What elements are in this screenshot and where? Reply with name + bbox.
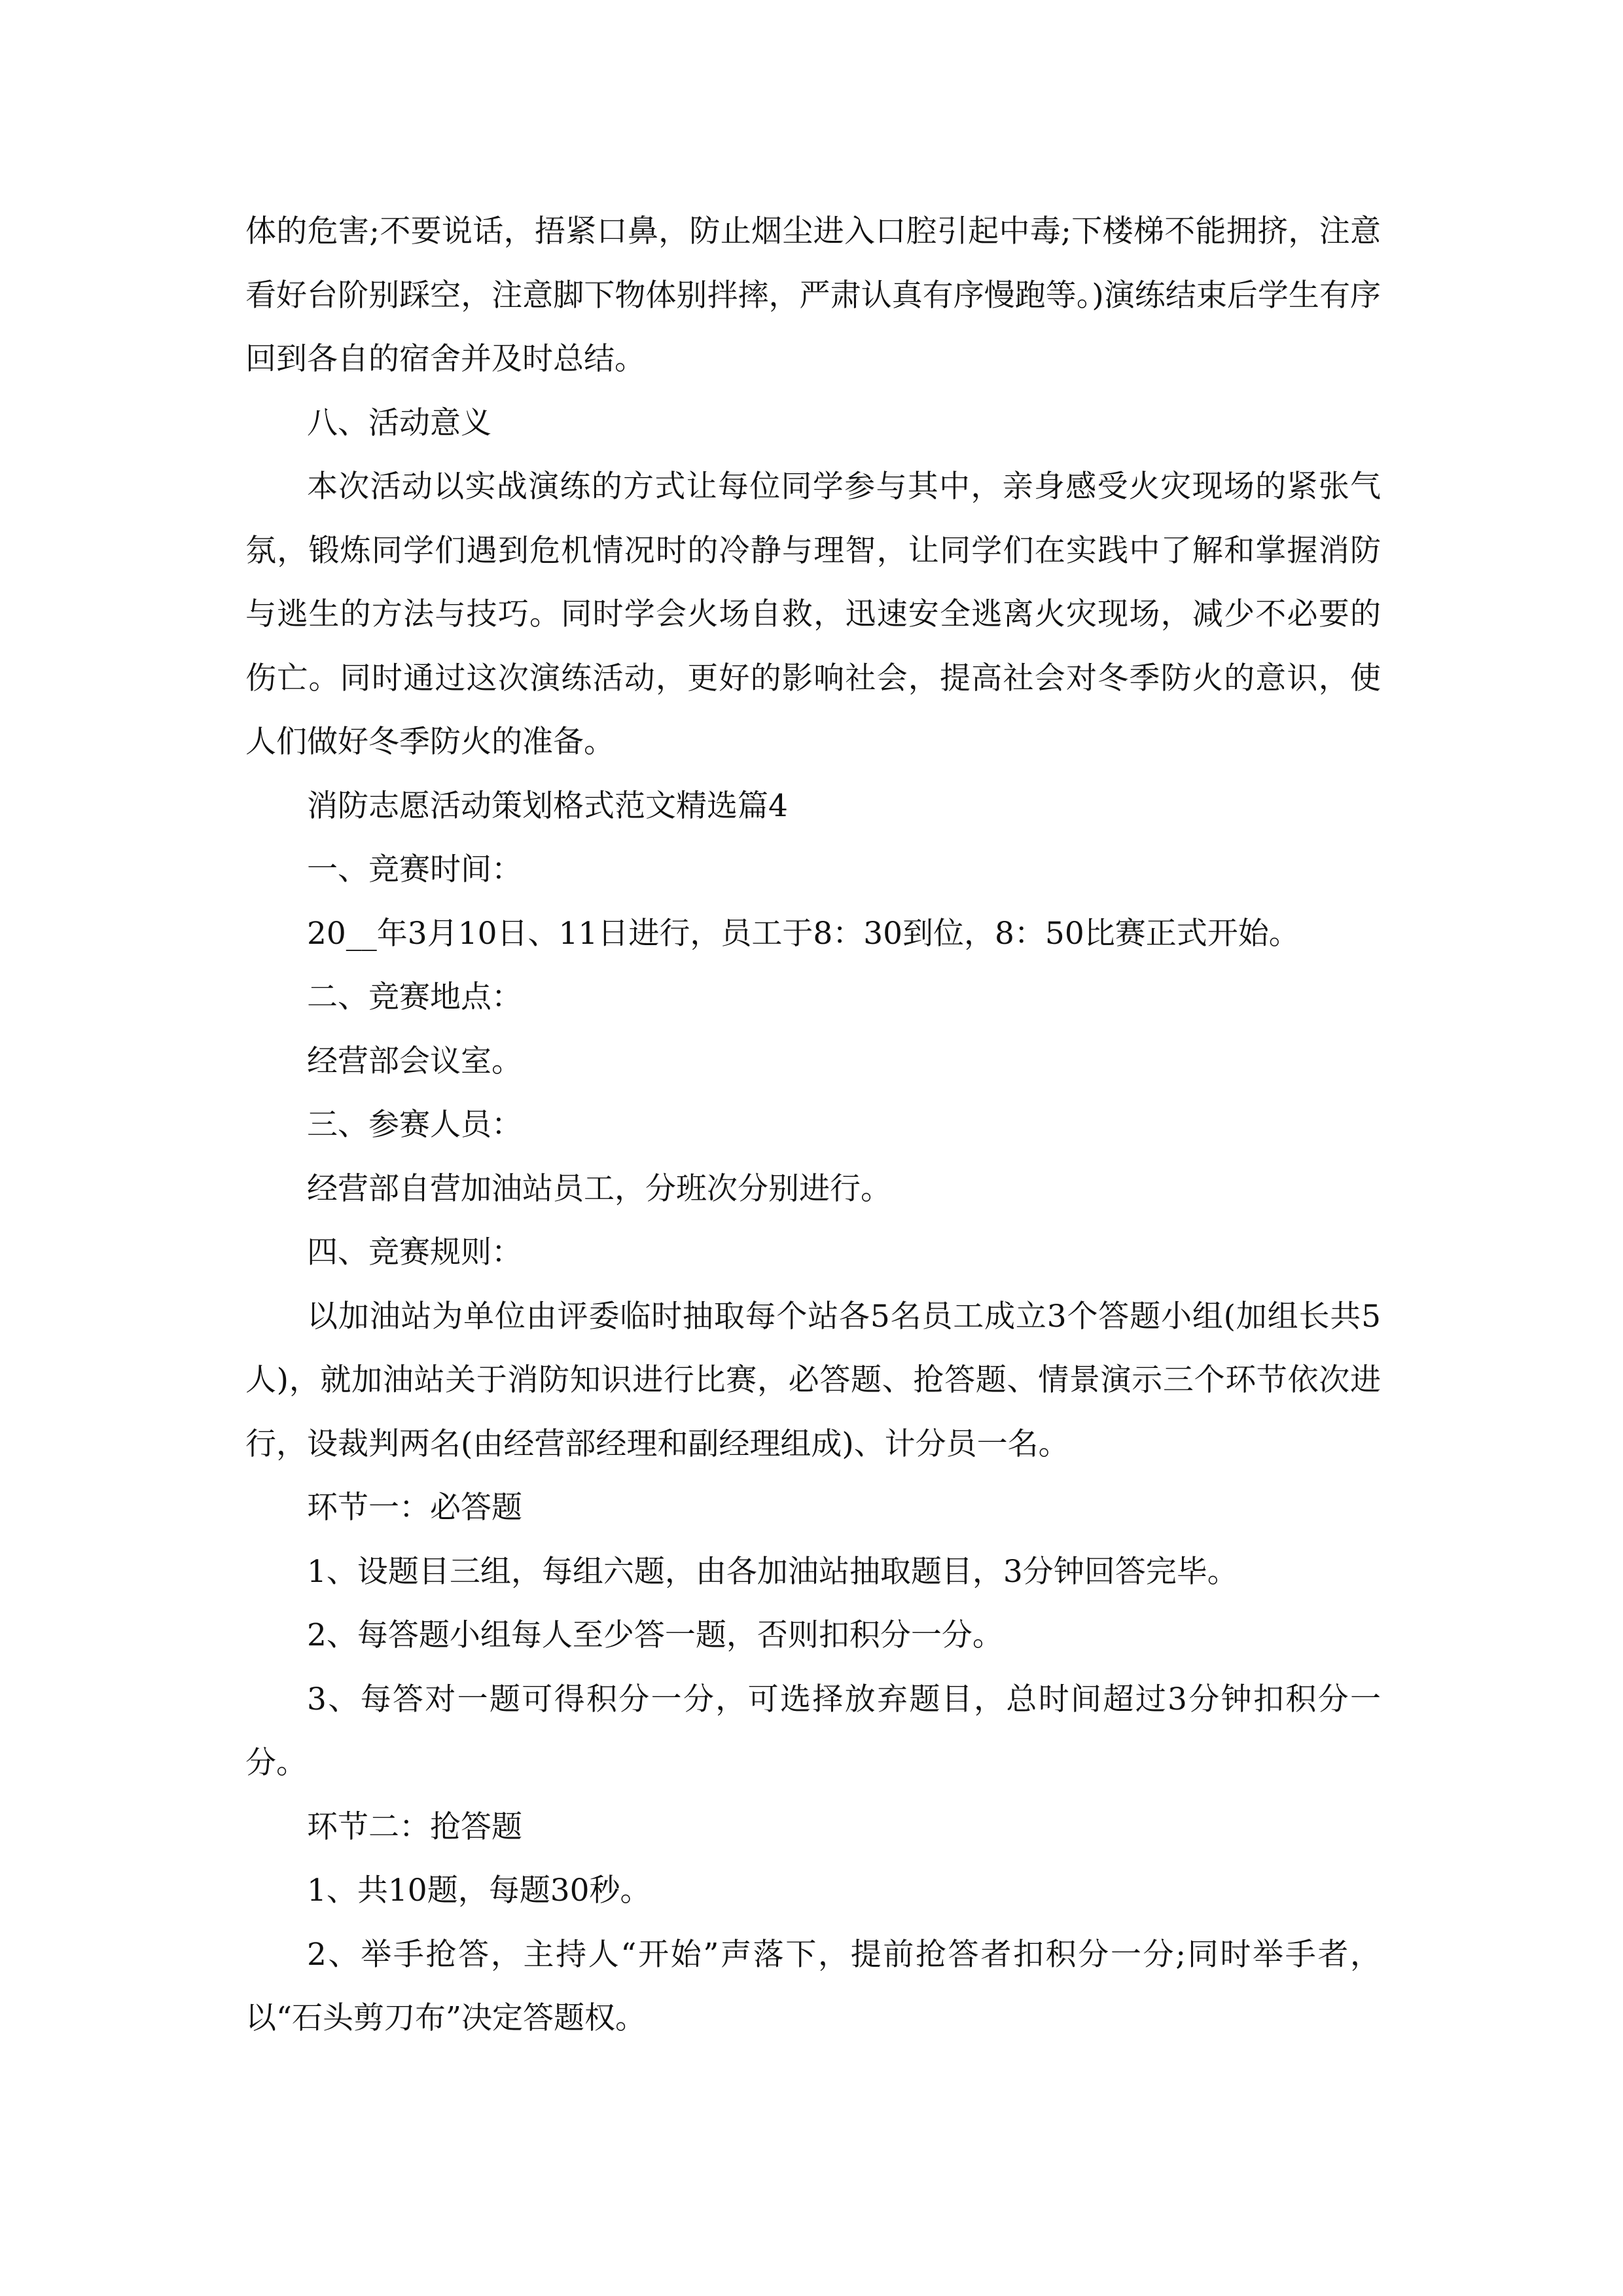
list-item: 1、设题目三组，每组六题，由各加油站抽取题目，3分钟回答完毕。 [307, 1553, 1238, 1590]
section-heading-3: 三、参赛人员： [307, 1107, 522, 1143]
subsection-heading-round-1: 环节一：必答题 [307, 1490, 522, 1526]
paragraph-rules: 以加油站为单位由评委临时抽取每个站各5名员工成立3个答题小组(加组长共5人)，就加油站关于消防知识进行比赛，必答题、抢答题、情景演示三个环节依次进行，设裁判两名(由经营部经理和副经理组成)、计分员一名。 [245, 1298, 1381, 1462]
document-body [245, 200, 1381, 2051]
paragraph-participants: 经营部自营加油站员工，分班次分别进行。 [307, 1170, 891, 1207]
list-item: 1、共10题，每题30秒。 [307, 1873, 651, 1909]
list-item: 2、举手抢答，主持人“开始”声落下，提前抢答者扣积分一分;同时举手者，以“石头剪刀布”决定答题权。 [245, 1936, 1381, 2036]
paragraph-continuation: 体的危害;不要说话，捂紧口鼻，防止烟尘进入口腔引起中毒;下楼梯不能拥挤，注意看好台阶别踩空，注意脚下物体别拌摔，严肃认真有序慢跑等。)演练结束后学生有序回到各自的宿舍并及时总结。 [245, 213, 1381, 377]
paragraph-location: 经营部会议室。 [307, 1043, 522, 1079]
section-heading-4: 四、竞赛规则： [307, 1234, 522, 1270]
subsection-heading-round-2: 环节二：抢答题 [307, 1808, 522, 1845]
section-heading-1: 一、竞赛时间： [307, 852, 522, 888]
section-heading-8: 八、活动意义 [307, 404, 491, 441]
article-title-4: 消防志愿活动策划格式范文精选篇4 [307, 787, 788, 824]
section-heading-2: 二、竞赛地点： [307, 979, 522, 1015]
list-item: 2、每答题小组每人至少答一题，否则扣积分一分。 [307, 1617, 1003, 1653]
paragraph-activity-meaning: 本次活动以实战演练的方式让每位同学参与其中，亲身感受火灾现场的紧张气氛，锻炼同学们遇到危机情况时的冷静与理智，让同学们在实践中了解和掌握消防与逃生的方法与技巧。同时学会火场自救，迅速安全逃离火灾现场，减少不必要的伤亡。同时通过这次演练活动，更好的影响社会，提高社会对冬季防火的意识，使人们做好冬季防火的准备。 [245, 469, 1381, 760]
paragraph-time: 20__年3月10日、11日进行，员工于8：30到位，8：50比赛正式开始。 [307, 915, 1300, 952]
list-item: 3、每答对一题可得积分一分，可选择放弃题目，总时间超过3分钟扣积分一分。 [245, 1681, 1381, 1781]
